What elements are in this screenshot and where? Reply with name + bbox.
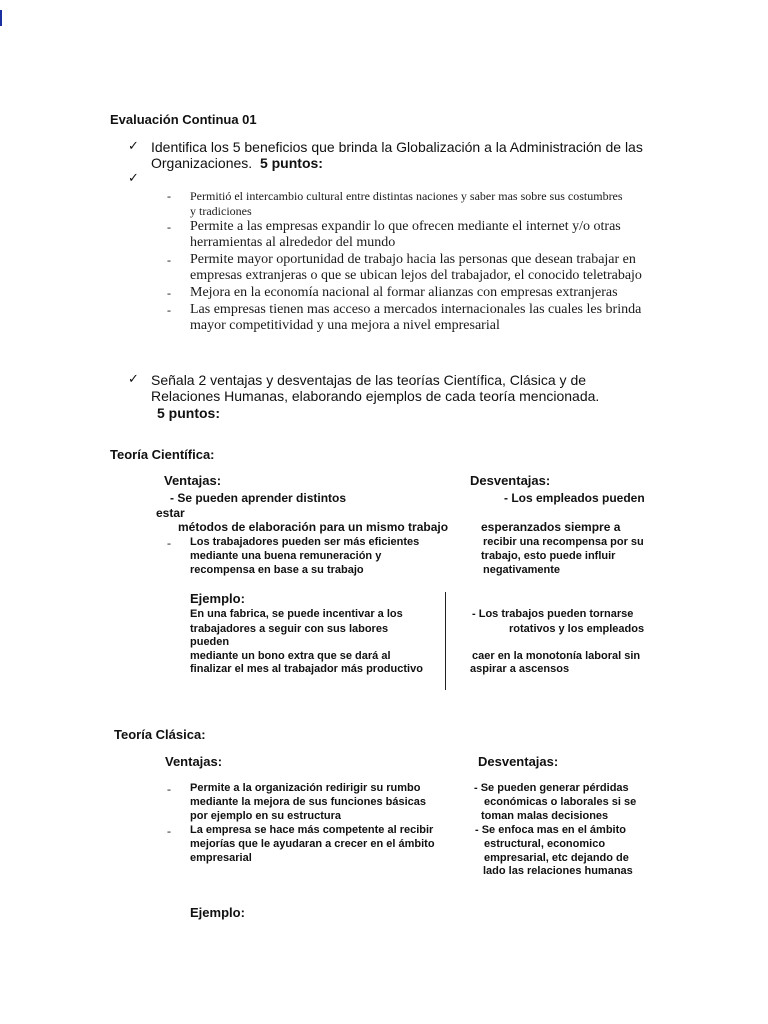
q1-item-2-line1: Permite a las empresas expandir lo que ofrecen mediante el internet y/o otras [190, 219, 621, 234]
cientifica-desventajas-label: Desventajas: [470, 473, 551, 488]
cientifica-v1-b: estar [156, 506, 185, 520]
clasica-ejemplo-label: Ejemplo: [190, 905, 245, 920]
page-corner-marker [0, 10, 2, 26]
clasica-v2-line1: La empresa se hace más competente al recibir [190, 824, 434, 836]
clasica-d1-line2: económicas o laborales si se [484, 796, 637, 808]
q1-item-5-line1: Las empresas tienen mas acceso a mercados internacionales las cuales les brinda [190, 302, 642, 317]
q2-points: 5 puntos: [157, 405, 220, 421]
cientifica-ej-left-4: mediante un bono extra que se dará al [190, 650, 391, 662]
clasica-v2-line3: empresarial [190, 852, 252, 864]
q1-line1: Identifica los 5 beneficios que brinda la Globalización a la Administración de las [151, 139, 643, 155]
dash-bullet: - [167, 536, 171, 550]
dash-bullet: - [167, 303, 171, 317]
q2-line1: Señala 2 ventajas y desventajas de las teorías Científica, Clásica y de [151, 372, 587, 388]
cientifica-ej-right-3: caer en la monotonía laboral sin [472, 650, 641, 662]
clasica-d2-line1: - Se enfoca mas en el ámbito [475, 824, 626, 836]
cientifica-ventajas-label: Ventajas: [164, 473, 222, 488]
cientifica-heading: Teoría Científica: [110, 447, 215, 462]
q1-item-5-line2: mayor competitividad y una mejora a nivel empresarial [190, 318, 500, 333]
cientifica-d2-line1: recibir una recompensa por su [483, 536, 644, 548]
clasica-ventajas-label: Ventajas: [165, 754, 223, 769]
dash-bullet: - [167, 824, 171, 838]
cientifica-ej-left-1: En una fabrica, se puede incentivar a los [190, 608, 403, 620]
clasica-v1-line2: mediante la mejora de sus funciones básicas [190, 796, 426, 808]
clasica-d1-line3: toman malas decisiones [481, 810, 609, 822]
q1-line2 [151, 155, 323, 171]
cientifica-d1-a: - Los empleados pueden [504, 491, 645, 505]
q1-item-3-line2: empresas extranjeras o que se ubican lejos del trabajador, el conocido teletrabajo [190, 268, 642, 283]
clasica-d1-line1: - Se pueden generar pérdidas [474, 782, 629, 794]
q1-item-1-line1: Permitió el intercambio cultural entre distintas naciones y saber mas sobre sus costumbres [190, 189, 623, 203]
cientifica-v2-line1: Los trabajadores pueden ser más eficientes [190, 536, 420, 548]
clasica-v2-line2: mejorías que le ayudaran a crecer en el ámbito [190, 838, 435, 850]
dash-bullet: - [167, 220, 171, 234]
cientifica-ej-left-5: finalizar el mes al trabajador más productivo [190, 663, 423, 675]
q1-item-1-line2: y tradiciones [190, 204, 252, 218]
cientifica-ej-right-4: aspirar a ascensos [470, 663, 570, 675]
cientifica-ej-left-3: pueden [190, 636, 230, 648]
dash-bullet: - [167, 253, 171, 267]
q1-item-2-line2: herramientas al alrededor del mundo [190, 235, 396, 250]
column-divider [445, 592, 446, 690]
q1-item-4-line1: Mejora en la economía nacional al formar alianzas con empresas extranjeras [190, 285, 618, 300]
q1-item-3-line1: Permite mayor oportunidad de trabajo hacia las personas que desean trabajar en [190, 252, 636, 267]
q1-line2-text: Organizaciones. [151, 155, 253, 171]
check-icon: ✓ [128, 170, 139, 185]
dash-bullet: - [167, 286, 171, 300]
q2-line2: Relaciones Humanas, elaborando ejemplos de cada teoría mencionada. [151, 388, 600, 404]
cientifica-v2-line2: mediante una buena remuneración y [190, 550, 382, 562]
cientifica-d2-line3: negativamente [483, 564, 561, 576]
cientifica-v2-line3: recompensa en base a su trabajo [190, 564, 364, 576]
clasica-d2-line2: estructural, economico [484, 838, 606, 850]
cientifica-d1-b: esperanzados siempre a [481, 520, 621, 534]
clasica-heading: Teoría Clásica: [114, 727, 206, 742]
cientifica-v1-a: - Se pueden aprender distintos [170, 491, 347, 505]
cientifica-ej-right-1: - Los trabajos pueden tornarse [472, 608, 634, 620]
dash-bullet: - [167, 782, 171, 796]
document-title: Evaluación Continua 01 [110, 112, 257, 127]
check-icon: ✓ [128, 371, 139, 386]
cientifica-ejemplo-label: Ejemplo: [190, 591, 245, 606]
cientifica-v1-c: métodos de elaboración para un mismo trabajo [178, 520, 449, 534]
clasica-d2-line4: lado las relaciones humanas [483, 865, 633, 877]
cientifica-ej-left-2: trabajadores a seguir con sus labores [190, 623, 389, 635]
clasica-d2-line3: empresarial, etc dejando de [484, 852, 629, 864]
clasica-v1-line1: Permite a la organización redirigir su rumbo [190, 782, 421, 794]
q1-points: 5 puntos: [259, 155, 323, 171]
cientifica-ej-right-2: rotativos y los empleados [509, 623, 645, 635]
cientifica-d2-line2: trabajo, esto puede influir [481, 550, 616, 562]
clasica-desventajas-label: Desventajas: [478, 754, 559, 769]
clasica-v1-line3: por ejemplo en su estructura [190, 810, 341, 822]
check-icon: ✓ [128, 138, 139, 153]
dash-bullet: - [167, 189, 171, 203]
